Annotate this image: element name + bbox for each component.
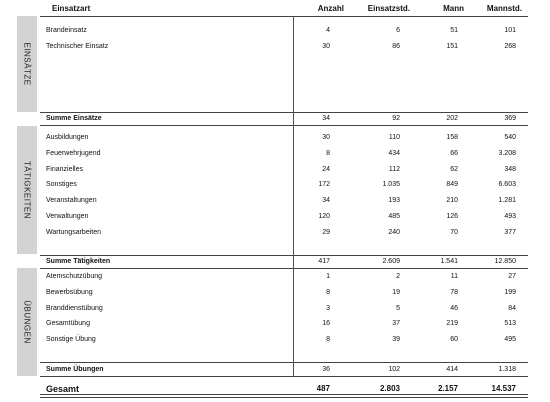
- header-divider: [40, 16, 528, 17]
- gesamt-underline-1: [40, 394, 528, 395]
- row-anzahl: 1: [326, 273, 330, 280]
- row-anzahl: 8: [326, 150, 330, 157]
- row-einsatzstd: 39: [392, 336, 400, 343]
- row-anzahl: 3: [326, 305, 330, 312]
- row-einsatzstd: 193: [388, 197, 400, 204]
- row-label: Branddienstübung: [46, 305, 103, 312]
- row-einsatzstd: 19: [392, 289, 400, 296]
- row-mann: 151: [446, 43, 458, 50]
- row-mannstd: 495: [504, 336, 516, 343]
- row-anzahl: 29: [322, 229, 330, 236]
- row-label: Feuerwehrjugend: [46, 150, 101, 157]
- header-mann: Mann: [443, 4, 464, 13]
- row-mannstd: 493: [504, 213, 516, 220]
- header-anzahl: Anzahl: [317, 4, 344, 13]
- row-einsatzstd: 434: [388, 150, 400, 157]
- gesamt-underline-2: [40, 397, 528, 398]
- row-mannstd: 377: [504, 229, 516, 236]
- summe-uebungen-einsatzstd: 102: [388, 366, 400, 373]
- summe-taetigkeiten-bottom-line: [40, 268, 528, 269]
- summe-taetigkeiten-top-line: [40, 255, 528, 256]
- section-title-uebungen: ÜBUNGEN: [22, 300, 32, 344]
- row-anzahl: 8: [326, 336, 330, 343]
- row-einsatzstd: 5: [396, 305, 400, 312]
- summe-einsaetze-mann: 202: [446, 115, 458, 122]
- row-mann: 126: [446, 213, 458, 220]
- row-einsatzstd: 86: [392, 43, 400, 50]
- row-mann: 849: [446, 181, 458, 188]
- row-einsatzstd: 485: [388, 213, 400, 220]
- row-mannstd: 1.281: [498, 197, 516, 204]
- summe-label-uebungen: Summe Übungen: [46, 366, 104, 373]
- row-label: Ausbildungen: [46, 134, 89, 141]
- row-label: Wartungsarbeiten: [46, 229, 101, 236]
- row-anzahl: 172: [318, 181, 330, 188]
- header-einsatzstd: Einsatzstd.: [367, 4, 410, 13]
- row-anzahl: 120: [318, 213, 330, 220]
- row-label: Technischer Einsatz: [46, 43, 109, 50]
- section-label-einsaetze: [17, 16, 37, 112]
- row-mann: 46: [450, 305, 458, 312]
- row-label: Gesamtübung: [46, 320, 90, 327]
- row-mannstd: 199: [504, 289, 516, 296]
- row-mann: 62: [450, 166, 458, 173]
- row-mannstd: 348: [504, 166, 516, 173]
- row-label: Finanzielles: [46, 166, 83, 173]
- row-mannstd: 268: [504, 43, 516, 50]
- row-label: Bewerbsübung: [46, 289, 93, 296]
- gesamt-mannstd: 14.537: [491, 384, 516, 393]
- row-mann: 70: [450, 229, 458, 236]
- row-anzahl: 30: [322, 134, 330, 141]
- row-einsatzstd: 240: [388, 229, 400, 236]
- row-mann: 219: [446, 320, 458, 327]
- summe-einsaetze-bottom-line: [40, 125, 528, 126]
- row-label: Atemschutzübung: [46, 273, 103, 280]
- section-label-uebungen: [17, 268, 37, 376]
- gesamt-anzahl: 487: [316, 384, 330, 393]
- row-einsatzstd: 1.035: [382, 181, 400, 188]
- row-label: Veranstaltungen: [46, 197, 97, 204]
- row-label: Brandeinsatz: [46, 27, 87, 34]
- row-mann: 78: [450, 289, 458, 296]
- row-label: Sonstige Übung: [46, 336, 96, 343]
- summe-taetigkeiten-einsatzstd: 2.609: [382, 258, 400, 265]
- row-einsatzstd: 37: [392, 320, 400, 327]
- row-anzahl: 30: [322, 43, 330, 50]
- row-label: Verwaltungen: [46, 213, 89, 220]
- summe-uebungen-top-line: [40, 362, 528, 363]
- gesamt-einsatzstd: 2.803: [379, 384, 400, 393]
- summe-uebungen-anzahl: 36: [322, 366, 330, 373]
- row-mannstd: 513: [504, 320, 516, 327]
- summe-uebungen-bottom-line: [40, 376, 528, 377]
- summe-uebungen-mannstd: 1.318: [498, 366, 516, 373]
- summe-einsaetze-einsatzstd: 92: [392, 115, 400, 122]
- summe-einsaetze-top-line: [40, 112, 528, 113]
- section-title-einsaetze: EINSÄTZE: [22, 42, 32, 86]
- row-mann: 158: [446, 134, 458, 141]
- row-anzahl: 8: [326, 289, 330, 296]
- row-anzahl: 24: [322, 166, 330, 173]
- summe-taetigkeiten-mannstd: 12.850: [494, 258, 516, 265]
- row-einsatzstd: 6: [396, 27, 400, 34]
- row-anzahl: 4: [326, 27, 330, 34]
- row-einsatzstd: 112: [388, 166, 400, 173]
- row-mann: 66: [450, 150, 458, 157]
- row-mannstd: 84: [508, 305, 516, 312]
- section-title-taetigkeiten: TÄTIGKEITEN: [22, 161, 32, 219]
- row-mannstd: 27: [508, 273, 516, 280]
- section-label-taetigkeiten: [17, 126, 37, 254]
- row-einsatzstd: 110: [388, 134, 400, 141]
- row-anzahl: 34: [322, 197, 330, 204]
- row-mann: 60: [450, 336, 458, 343]
- gesamt-label: Gesamt: [46, 384, 80, 394]
- summe-taetigkeiten-anzahl: 417: [318, 258, 330, 265]
- summe-label-taetigkeiten: Summe Tätigkeiten: [46, 258, 111, 265]
- row-mannstd: 6.603: [498, 181, 516, 188]
- row-einsatzstd: 2: [396, 273, 400, 280]
- row-mannstd: 101: [504, 27, 516, 34]
- summe-einsaetze-anzahl: 34: [322, 115, 330, 122]
- row-mannstd: 3.208: [498, 150, 516, 157]
- row-mann: 51: [450, 27, 458, 34]
- row-mann: 210: [446, 197, 458, 204]
- row-mannstd: 540: [504, 134, 516, 141]
- row-mann: 11: [450, 273, 458, 280]
- row-label: Sonstiges: [46, 181, 77, 188]
- header-einsatzart: Einsatzart: [52, 4, 91, 13]
- summe-taetigkeiten-mann: 1.541: [440, 258, 458, 265]
- summe-einsaetze-mannstd: 369: [504, 115, 516, 122]
- summe-label-einsaetze: Summe Einsätze: [46, 115, 102, 122]
- row-anzahl: 16: [322, 320, 330, 327]
- summe-uebungen-mann: 414: [446, 366, 458, 373]
- header-mannstd: Mannstd.: [486, 4, 522, 13]
- gesamt-mann: 2.157: [437, 384, 458, 393]
